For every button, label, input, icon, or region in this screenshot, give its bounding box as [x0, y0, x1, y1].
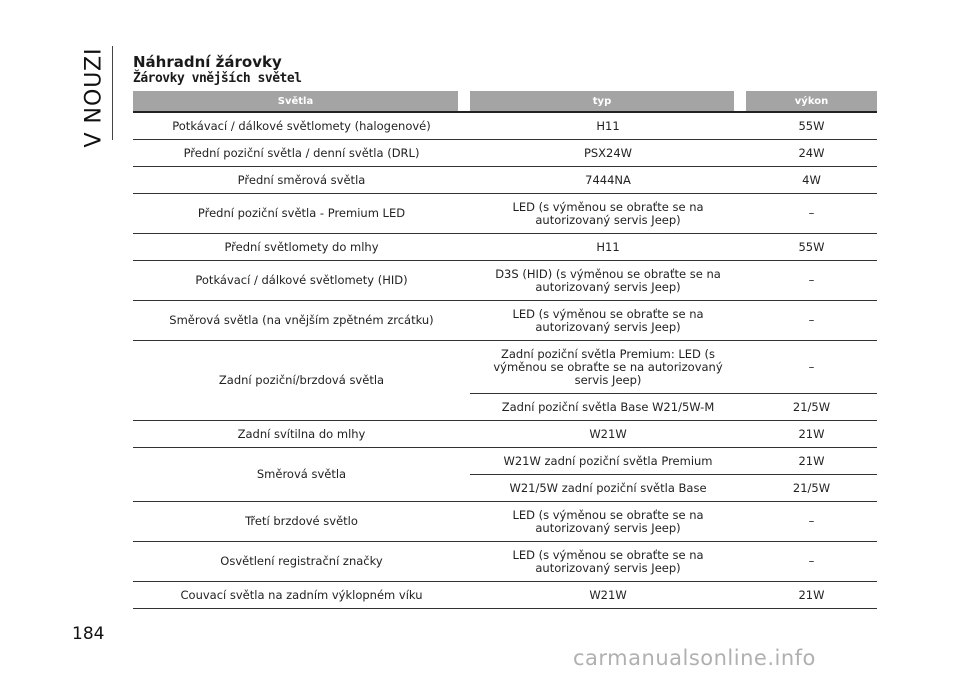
cell-light: Směrová světla — [133, 448, 470, 502]
cell-power: 21W — [746, 448, 877, 475]
cell-type: LED (s výměnou se obraťte se na autorizovaný servis Jeep) — [470, 194, 746, 234]
cell-light: Couvací světla na zadním výklopném víku — [133, 582, 470, 609]
cell-type: W21W — [470, 421, 746, 448]
section-tab — [74, 46, 114, 148]
cell-power: 24W — [746, 140, 877, 167]
cell-power: – — [746, 194, 877, 234]
table-row — [133, 234, 877, 261]
cell-light: Přední poziční světla / denní světla (DRL) — [133, 140, 470, 167]
cell-type: 7444NA — [470, 167, 746, 194]
cell-power: 21/5W — [746, 475, 877, 502]
cell-power: 21/5W — [746, 394, 877, 421]
table-row — [133, 421, 877, 448]
cell-power: – — [746, 502, 877, 542]
cell-type: W21W — [470, 582, 746, 609]
cell-type: PSX24W — [470, 140, 746, 167]
cell-light: Osvětlení registrační značky — [133, 542, 470, 582]
page-subheading: Žárovky vnějších světel — [133, 71, 302, 86]
table-row — [133, 112, 877, 140]
table-header-row — [133, 91, 877, 112]
cell-type: LED (s výměnou se obraťte se na autorizovaný servis Jeep) — [470, 502, 746, 542]
cell-type: W21W zadní poziční světla Premium — [470, 448, 746, 475]
cell-light: Přední světlomety do mlhy — [133, 234, 470, 261]
header-type: typ — [470, 91, 746, 112]
cell-type: Zadní poziční světla Base W21/5W-M — [470, 394, 746, 421]
cell-type: H11 — [470, 112, 746, 140]
table-row — [133, 194, 877, 234]
header-lights: Světla — [133, 91, 470, 112]
cell-type: H11 — [470, 234, 746, 261]
cell-power: – — [746, 542, 877, 582]
cell-power: – — [746, 301, 877, 341]
cell-light: Směrová světla (na vnějším zpětném zrcátku) — [133, 301, 470, 341]
cell-light: Zadní svítilna do mlhy — [133, 421, 470, 448]
cell-power: 21W — [746, 421, 877, 448]
section-title: V NOUZI — [81, 46, 107, 148]
cell-light: Třetí brzdové světlo — [133, 502, 470, 542]
cell-light: Zadní poziční/brzdová světla — [133, 341, 470, 421]
cell-power: 21W — [746, 582, 877, 609]
watermark: carmanualsonline.info — [573, 646, 816, 670]
table-row — [133, 301, 877, 341]
section-divider — [112, 46, 113, 140]
cell-light: Potkávací / dálkové světlomety (halogenové) — [133, 112, 470, 140]
cell-type: D3S (HID) (s výměnou se obraťte se na autorizovaný servis Jeep) — [470, 261, 746, 301]
table-row — [133, 341, 877, 394]
cell-type: LED (s výměnou se obraťte se na autorizovaný servis Jeep) — [470, 542, 746, 582]
cell-power: – — [746, 341, 877, 394]
cell-light: Přední směrová světla — [133, 167, 470, 194]
cell-type: LED (s výměnou se obraťte se na autorizovaný servis Jeep) — [470, 301, 746, 341]
header-power: výkon — [746, 91, 877, 112]
cell-power: 55W — [746, 112, 877, 140]
cell-light: Potkávací / dálkové světlomety (HID) — [133, 261, 470, 301]
cell-type: Zadní poziční světla Premium: LED (s výměnou se obraťte se na autorizovaný servis Jeep) — [470, 341, 746, 394]
table-row — [133, 140, 877, 167]
table-row — [133, 261, 877, 301]
table-row — [133, 502, 877, 542]
table-row — [133, 542, 877, 582]
cell-light: Přední poziční světla - Premium LED — [133, 194, 470, 234]
cell-power: 55W — [746, 234, 877, 261]
cell-power: 4W — [746, 167, 877, 194]
cell-type: W21/5W zadní poziční světla Base — [470, 475, 746, 502]
page-heading: Náhradní žárovky — [133, 53, 282, 71]
table-row — [133, 448, 877, 475]
page-number: 184 — [72, 624, 105, 644]
bulb-table — [133, 91, 877, 609]
cell-power: – — [746, 261, 877, 301]
table-row — [133, 167, 877, 194]
table-row — [133, 582, 877, 609]
